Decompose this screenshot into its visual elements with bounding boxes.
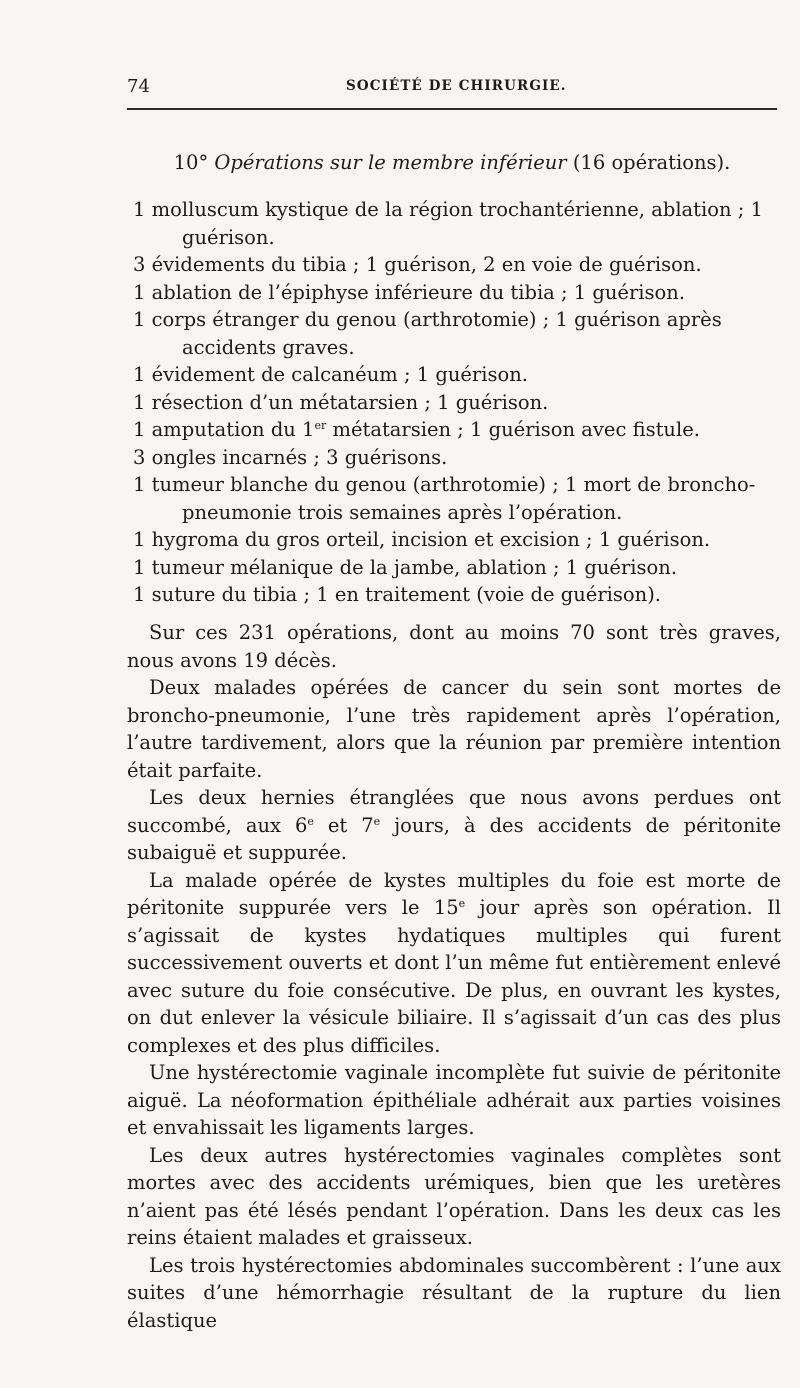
paragraph: Les trois hystérectomies abdominales succombèrent : l’une aux suites d’une hémorrhagie résultant de la rupture du lien élastique bbox=[127, 1253, 781, 1332]
paragraph: Sur ces 231 opérations, dont au moins 70 sont très graves, nous avons 19 décès. bbox=[127, 621, 781, 672]
list-item: 1 évidement de calcanéum ; 1 guérison. bbox=[133, 363, 528, 386]
section-title bbox=[127, 151, 777, 174]
section-number: 10° bbox=[173, 151, 209, 174]
page-header bbox=[127, 76, 777, 98]
list-item: 1 corps étranger du genou (arthrotomie) ; 1 guérison après accidents graves. bbox=[133, 308, 722, 359]
body-text bbox=[127, 619, 781, 1334]
list-item: 1 molluscum kystique de la région trochantérienne, ablation ; 1 guérison. bbox=[133, 198, 763, 249]
operations-list bbox=[127, 196, 782, 609]
paragraph: La malade opérée de kystes multiples du foie est morte de péritonite suppurée vers le 15e jour après son opération. Il s’agissait de kystes hydatiques multiples qui furent successivement ouverts et dont l’un même fut entièrement enlevé avec suture du foie consécutive. De plus, en ouvrant les kystes, on dut enlever la vésicule biliaire. Il s’agissait d’un cas des plus complexes et des plus difficiles. bbox=[127, 868, 781, 1057]
list-item: 1 résection d’un métatarsien ; 1 guérison. bbox=[133, 390, 549, 414]
section-title-italic: Opérations sur le membre inférieur bbox=[214, 151, 567, 174]
list-item: 1 tumeur blanche du genou (arthrotomie) ; 1 mort de broncho-pneumonie trois semaines après l’opération. bbox=[133, 473, 756, 524]
list-item: 1 ablation de l’épiphyse inférieure du tibia ; 1 guérison. bbox=[133, 280, 686, 304]
list-item: 1 amputation du 1er métatarsien ; 1 guérison avec fistule. bbox=[133, 418, 700, 441]
list-item: 3 évidements du tibia ; 1 guérison, 2 en voie de guérison. bbox=[133, 253, 702, 276]
paragraph: Les deux autres hystérectomies vaginales complètes sont mortes avec des accidents urémiques, bien que les uretères n’aient pas été lésés pendant l’opération. Dans les deux cas les reins étaient malades et graisseux. bbox=[127, 1143, 781, 1249]
paragraph: Deux malades opérées de cancer du sein sont mortes de broncho-pneumonie, l’une très rapidement après l’opération, l’autre tardivement, alors que la réunion par première intention était parfaite. bbox=[127, 676, 781, 782]
paragraph: Les deux hernies étranglées que nous avons perdues ont succombé, aux 6e et 7e jours, à des accidents de péritonite subaiguë et suppurée. bbox=[127, 786, 781, 864]
paragraph: Une hystérectomie vaginale incomplète fut suivie de péritonite aiguë. La néoformation épithéliale adhérait aux parties voisines et envahissait les ligaments larges. bbox=[127, 1061, 781, 1139]
page-number: 74 bbox=[127, 76, 150, 97]
running-title: SOCIÉTÉ DE CHIRURGIE. bbox=[346, 78, 567, 94]
list-item: 1 tumeur mélanique de la jambe, ablation ; 1 guérison. bbox=[133, 555, 678, 579]
list-item: 1 suture du tibia ; 1 en traitement (voie de guérison). bbox=[133, 583, 662, 606]
list-item: 3 ongles incarnés ; 3 guérisons. bbox=[133, 445, 448, 469]
section-count: (16 opérations). bbox=[572, 151, 731, 174]
header-rule bbox=[127, 108, 777, 110]
list-item: 1 hygroma du gros orteil, incision et excision ; 1 guérison. bbox=[133, 528, 711, 551]
